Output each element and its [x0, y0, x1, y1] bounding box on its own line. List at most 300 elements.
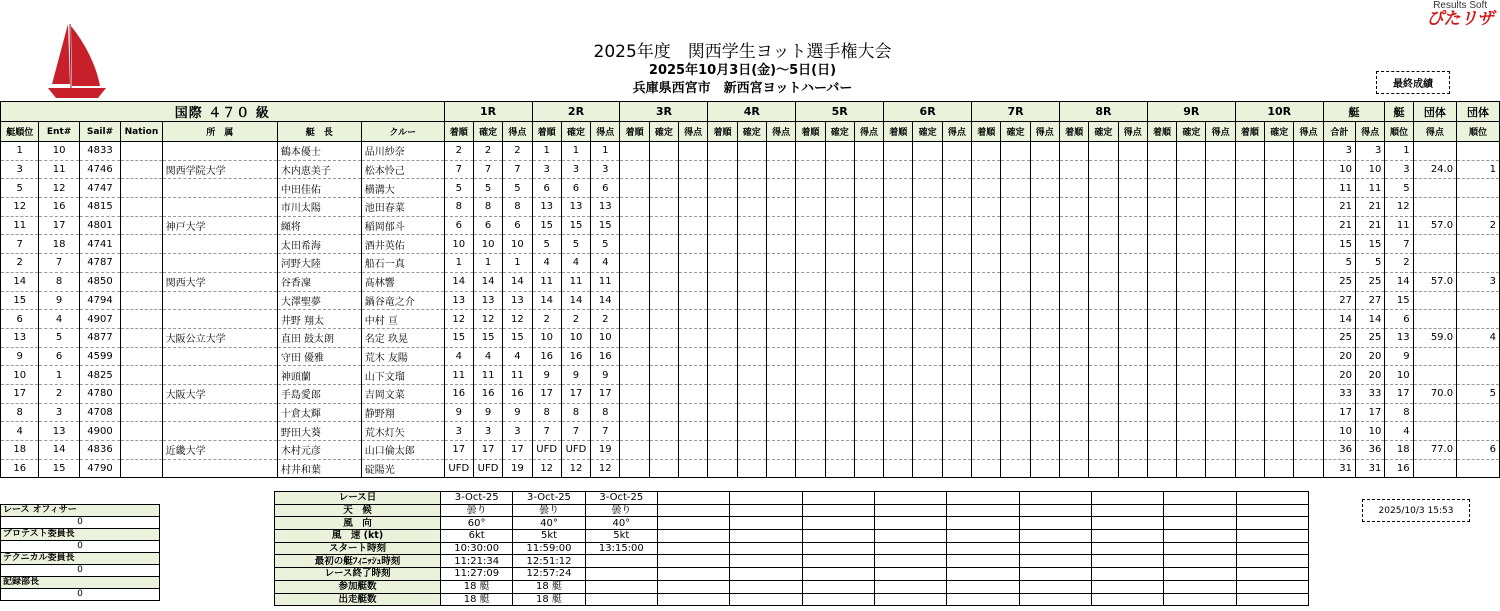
cell-team-points: 57.0	[1413, 272, 1456, 291]
cell-affiliation: 関西大学	[162, 272, 277, 291]
cell-race-7	[1030, 422, 1059, 441]
cell-race-6	[942, 254, 971, 273]
condition-value: 18 艇	[441, 580, 513, 593]
condition-value	[874, 530, 946, 543]
team-points-top: 団体	[1413, 102, 1456, 122]
officer-label-row	[1, 553, 160, 565]
cell-race-6	[913, 403, 942, 422]
cell-team-rank	[1457, 459, 1500, 478]
cell-rank: 14	[1, 272, 39, 291]
table-row	[1, 179, 1500, 198]
cell-total: 31	[1323, 459, 1355, 478]
condition-value	[730, 580, 802, 593]
cell-crew: 荒木灯矢	[361, 422, 444, 441]
cell-race-2: 3	[532, 160, 561, 179]
cell-race-9	[1177, 160, 1206, 179]
cell-race-3	[620, 441, 649, 460]
cell-race-2: 6	[532, 179, 561, 198]
cell-race-1: 13	[503, 291, 532, 310]
cell-race-8	[1059, 198, 1088, 217]
cell-race-8	[1118, 310, 1147, 329]
col-confirmed: 確定	[649, 122, 678, 142]
cell-nation	[121, 142, 162, 161]
cell-affiliation	[162, 310, 277, 329]
cell-race-9	[1206, 142, 1235, 161]
brand-line2: ぴたリザ	[1426, 9, 1494, 29]
cell-race-5	[796, 441, 825, 460]
cell-team-rank	[1457, 403, 1500, 422]
cell-net: 10	[1356, 160, 1385, 179]
cell-race-9	[1147, 459, 1176, 478]
cell-race-6	[913, 254, 942, 273]
cell-race-1: 6	[444, 216, 473, 235]
cell-skipper: 手島愛郎	[277, 384, 361, 403]
condition-label: 天 候	[275, 504, 441, 517]
table-row	[1, 254, 1500, 273]
cell-race-2: 16	[561, 347, 590, 366]
col-points: 得点	[503, 122, 532, 142]
cell-race-5	[796, 142, 825, 161]
cell-race-5	[796, 403, 825, 422]
col-points: 得点	[766, 122, 795, 142]
cell-race-10	[1294, 347, 1323, 366]
cell-race-10	[1265, 142, 1294, 161]
cell-race-2: 14	[532, 291, 561, 310]
cell-crew: 松本怜己	[361, 160, 444, 179]
cell-affiliation: 大阪大学	[162, 384, 277, 403]
cell-ent: 13	[39, 422, 79, 441]
cell-race-5	[854, 179, 883, 198]
cell-race-6	[942, 328, 971, 347]
cell-race-4	[766, 347, 795, 366]
cell-affiliation	[162, 366, 277, 385]
cell-race-9	[1206, 179, 1235, 198]
condition-value	[1164, 530, 1236, 543]
condition-value	[874, 568, 946, 581]
race-header-10: 10R	[1235, 102, 1323, 122]
cell-race-8	[1118, 347, 1147, 366]
cell-race-2: 16	[591, 347, 620, 366]
cell-race-5	[796, 179, 825, 198]
col-points: 得点	[591, 122, 620, 142]
cell-sail: 4836	[79, 441, 120, 460]
cell-nation	[121, 198, 162, 217]
condition-value	[947, 492, 1019, 505]
cell-race-5	[796, 160, 825, 179]
cell-race-4	[737, 347, 766, 366]
condition-value: 11:59:00	[513, 542, 585, 555]
col-boat-rank: 順位	[1385, 122, 1413, 142]
cell-race-3	[649, 328, 678, 347]
cell-affiliation: 大阪公立大学	[162, 328, 277, 347]
cell-race-6	[913, 198, 942, 217]
cell-skipper: 市川太陽	[277, 198, 361, 217]
cell-race-1: 14	[444, 272, 473, 291]
cell-sail: 4794	[79, 291, 120, 310]
cell-team-rank	[1457, 291, 1500, 310]
condition-value: 40°	[513, 517, 585, 530]
cell-rank: 6	[1, 310, 39, 329]
cell-race-3	[679, 160, 708, 179]
cell-race-6	[942, 459, 971, 478]
cell-race-6	[884, 441, 913, 460]
cell-race-2: 14	[591, 291, 620, 310]
cell-race-3	[679, 403, 708, 422]
cell-net: 10	[1356, 422, 1385, 441]
cell-race-9	[1147, 366, 1176, 385]
condition-value	[802, 542, 874, 555]
cell-boat-rank: 14	[1385, 272, 1413, 291]
cell-race-6	[913, 310, 942, 329]
cell-boat-rank: 17	[1385, 384, 1413, 403]
cell-race-2: 11	[532, 272, 561, 291]
cell-race-1: 9	[503, 403, 532, 422]
cell-race-3	[649, 422, 678, 441]
cell-nation	[121, 403, 162, 422]
cell-crew: 酒井英佑	[361, 235, 444, 254]
cell-race-7	[1001, 198, 1030, 217]
cell-race-4	[737, 459, 766, 478]
cell-race-1: 16	[503, 384, 532, 403]
cell-race-9	[1206, 459, 1235, 478]
cell-race-3	[620, 310, 649, 329]
cell-race-9	[1147, 254, 1176, 273]
cell-race-7	[1001, 160, 1030, 179]
cell-race-9	[1147, 403, 1176, 422]
cell-race-5	[854, 235, 883, 254]
cell-race-7	[1001, 422, 1030, 441]
cell-race-5	[854, 198, 883, 217]
cell-race-4	[737, 160, 766, 179]
cell-team-points	[1413, 347, 1456, 366]
cell-race-1: 13	[473, 291, 502, 310]
cell-rank: 5	[1, 179, 39, 198]
cell-race-3	[679, 179, 708, 198]
cell-team-rank: 2	[1457, 216, 1500, 235]
cell-race-9	[1147, 142, 1176, 161]
cell-race-9	[1206, 160, 1235, 179]
cell-race-3	[649, 142, 678, 161]
cell-race-2: 10	[591, 328, 620, 347]
cell-sail: 4708	[79, 403, 120, 422]
cell-total: 14	[1323, 310, 1355, 329]
cell-race-10	[1235, 142, 1264, 161]
condition-value	[947, 593, 1019, 606]
cell-race-8	[1118, 272, 1147, 291]
cell-race-9	[1147, 328, 1176, 347]
cell-boat-rank: 6	[1385, 310, 1413, 329]
condition-value	[1019, 568, 1091, 581]
cell-race-10	[1265, 216, 1294, 235]
cell-race-7	[1030, 366, 1059, 385]
condition-value	[730, 555, 802, 568]
cell-total: 25	[1323, 328, 1355, 347]
condition-value	[1236, 504, 1308, 517]
results-body	[1, 142, 1500, 478]
table-row	[1, 422, 1500, 441]
table-row	[1, 328, 1500, 347]
cell-race-7	[972, 216, 1001, 235]
cell-race-4	[708, 198, 737, 217]
cell-race-6	[942, 198, 971, 217]
cell-team-rank: 3	[1457, 272, 1500, 291]
cell-affiliation: 近畿大学	[162, 441, 277, 460]
cell-race-7	[972, 254, 1001, 273]
cell-race-4	[766, 366, 795, 385]
cell-race-7	[972, 366, 1001, 385]
cell-race-7	[1030, 235, 1059, 254]
event-venue: 兵庫県西宮市 新西宮ヨットハーバー	[632, 81, 853, 96]
cell-race-8	[1059, 328, 1088, 347]
cell-race-3	[620, 216, 649, 235]
cell-race-8	[1118, 403, 1147, 422]
cell-race-3	[620, 235, 649, 254]
cell-race-6	[913, 235, 942, 254]
cell-race-5	[796, 384, 825, 403]
cell-race-5	[825, 328, 854, 347]
cell-race-5	[854, 441, 883, 460]
condition-value	[657, 580, 729, 593]
cell-race-2: 15	[591, 216, 620, 235]
cell-race-5	[854, 254, 883, 273]
cell-race-4	[708, 441, 737, 460]
col-points: 得点	[854, 122, 883, 142]
cell-race-2: 8	[532, 403, 561, 422]
cell-sail: 4877	[79, 328, 120, 347]
table-row	[1, 310, 1500, 329]
cell-sail: 4907	[79, 310, 120, 329]
cell-race-4	[737, 366, 766, 385]
cell-race-2: 16	[532, 347, 561, 366]
race-header-9: 9R	[1147, 102, 1235, 122]
cell-race-9	[1177, 254, 1206, 273]
cell-race-7	[1030, 459, 1059, 478]
cell-team-rank	[1457, 235, 1500, 254]
condition-value	[1091, 555, 1163, 568]
cell-race-9	[1177, 142, 1206, 161]
condition-value	[1164, 555, 1236, 568]
cell-boat-rank: 16	[1385, 459, 1413, 478]
cell-race-7	[1001, 459, 1030, 478]
condition-value	[585, 580, 657, 593]
cell-total: 3	[1323, 142, 1355, 161]
cell-race-1: 3	[473, 422, 502, 441]
condition-value	[585, 593, 657, 606]
cell-ent: 17	[39, 216, 79, 235]
cell-race-10	[1235, 366, 1264, 385]
cell-race-10	[1265, 441, 1294, 460]
cell-race-6	[884, 198, 913, 217]
cell-race-10	[1294, 291, 1323, 310]
sailboat-icon	[44, 22, 110, 102]
cell-race-10	[1235, 459, 1264, 478]
condition-value	[730, 530, 802, 543]
cell-team-points	[1413, 235, 1456, 254]
cell-race-10	[1235, 216, 1264, 235]
col-rank: 艇順位	[1, 122, 39, 142]
condition-value	[874, 593, 946, 606]
condition-value	[947, 568, 1019, 581]
cell-boat-rank: 8	[1385, 403, 1413, 422]
cell-race-6	[942, 441, 971, 460]
condition-value	[730, 517, 802, 530]
cell-race-4	[766, 254, 795, 273]
condition-value	[657, 555, 729, 568]
race-header-6: 6R	[884, 102, 972, 122]
cell-total: 25	[1323, 272, 1355, 291]
cell-race-10	[1235, 179, 1264, 198]
cell-boat-rank: 13	[1385, 328, 1413, 347]
cell-race-8	[1059, 403, 1088, 422]
cell-race-1: 7	[473, 160, 502, 179]
cell-boat-rank: 7	[1385, 235, 1413, 254]
officer-label: テクニカル委員長	[1, 553, 160, 565]
cell-race-5	[825, 179, 854, 198]
cell-net: 25	[1356, 272, 1385, 291]
cell-race-6	[942, 272, 971, 291]
cell-race-5	[825, 235, 854, 254]
cell-race-1: 2	[503, 142, 532, 161]
cell-race-10	[1294, 310, 1323, 329]
cell-race-10	[1265, 179, 1294, 198]
cell-race-1: 11	[473, 366, 502, 385]
cell-race-7	[1001, 235, 1030, 254]
cell-rank: 8	[1, 403, 39, 422]
cell-net: 33	[1356, 384, 1385, 403]
cell-race-2: UFD	[532, 441, 561, 460]
cell-race-3	[620, 459, 649, 478]
cell-nation	[121, 366, 162, 385]
race-conditions-table	[274, 491, 1309, 606]
cell-race-4	[737, 216, 766, 235]
cell-race-9	[1206, 366, 1235, 385]
cell-race-7	[972, 291, 1001, 310]
cell-total: 36	[1323, 441, 1355, 460]
cell-race-7	[1001, 366, 1030, 385]
col-confirmed: 確定	[1089, 122, 1118, 142]
cell-race-1: 8	[444, 198, 473, 217]
cell-race-8	[1089, 347, 1118, 366]
cell-race-8	[1059, 366, 1088, 385]
cell-race-10	[1235, 384, 1264, 403]
cell-team-points: 70.0	[1413, 384, 1456, 403]
cell-race-2: 10	[561, 328, 590, 347]
condition-value: 18 艇	[513, 580, 585, 593]
cell-race-9	[1177, 403, 1206, 422]
col-points: 得点	[1030, 122, 1059, 142]
condition-row	[275, 568, 1309, 581]
cell-race-4	[766, 235, 795, 254]
cell-rank: 13	[1, 328, 39, 347]
cell-race-10	[1294, 366, 1323, 385]
col-points: 得点	[1294, 122, 1323, 142]
cell-race-1: 2	[473, 142, 502, 161]
cell-race-8	[1089, 160, 1118, 179]
cell-race-6	[884, 459, 913, 478]
cell-race-4	[708, 328, 737, 347]
cell-race-1: 11	[444, 366, 473, 385]
officer-value: 0	[1, 565, 160, 577]
cell-race-8	[1059, 272, 1088, 291]
cell-race-7	[1030, 272, 1059, 291]
cell-race-2: 7	[561, 422, 590, 441]
cell-race-7	[1001, 179, 1030, 198]
table-row	[1, 160, 1500, 179]
cell-race-2: 9	[591, 366, 620, 385]
cell-net: 11	[1356, 179, 1385, 198]
cell-race-10	[1265, 254, 1294, 273]
cell-race-9	[1147, 179, 1176, 198]
cell-affiliation: 神戸大学	[162, 216, 277, 235]
condition-value	[1019, 593, 1091, 606]
race-header-2: 2R	[532, 102, 620, 122]
cell-total: 17	[1323, 403, 1355, 422]
cell-race-7	[972, 272, 1001, 291]
cell-race-10	[1235, 291, 1264, 310]
cell-race-5	[825, 441, 854, 460]
table-row	[1, 403, 1500, 422]
cell-race-9	[1177, 459, 1206, 478]
cell-race-1: 1	[473, 254, 502, 273]
cell-race-4	[737, 142, 766, 161]
cell-race-6	[884, 160, 913, 179]
cell-race-6	[913, 179, 942, 198]
cell-crew: 名定 玖晃	[361, 328, 444, 347]
cell-race-8	[1089, 142, 1118, 161]
cell-race-8	[1118, 384, 1147, 403]
cell-race-4	[737, 235, 766, 254]
col-affil: 所 属	[162, 122, 277, 142]
cell-ent: 3	[39, 403, 79, 422]
cell-race-7	[972, 310, 1001, 329]
col-confirmed: 確定	[1177, 122, 1206, 142]
cell-race-8	[1089, 328, 1118, 347]
cell-race-10	[1265, 366, 1294, 385]
col-ent: Ent#	[39, 122, 79, 142]
brand-line1: Results Soft	[1433, 0, 1488, 11]
cell-race-1: 6	[473, 216, 502, 235]
cell-boat-rank: 12	[1385, 198, 1413, 217]
condition-value	[802, 517, 874, 530]
cell-race-9	[1206, 422, 1235, 441]
cell-race-4	[766, 441, 795, 460]
cell-race-7	[1001, 291, 1030, 310]
cell-race-9	[1147, 198, 1176, 217]
condition-value	[802, 555, 874, 568]
cell-skipper: 大澤聖夢	[277, 291, 361, 310]
condition-label: 出走艇数	[275, 593, 441, 606]
cell-crew: 碇陽光	[361, 459, 444, 478]
cell-race-8	[1059, 422, 1088, 441]
condition-value: 6kt	[441, 530, 513, 543]
cell-boat-rank: 4	[1385, 422, 1413, 441]
cell-race-3	[620, 160, 649, 179]
condition-value	[1091, 580, 1163, 593]
cell-race-10	[1265, 347, 1294, 366]
cell-ent: 18	[39, 235, 79, 254]
cell-race-3	[679, 366, 708, 385]
cell-race-1: 17	[473, 441, 502, 460]
cell-race-2: 3	[591, 160, 620, 179]
cell-race-7	[1001, 254, 1030, 273]
cell-race-6	[913, 384, 942, 403]
cell-ent: 12	[39, 179, 79, 198]
cell-race-4	[737, 291, 766, 310]
cell-race-8	[1118, 216, 1147, 235]
cell-total: 27	[1323, 291, 1355, 310]
cell-race-10	[1265, 310, 1294, 329]
condition-label: 風 速 (kt)	[275, 530, 441, 543]
